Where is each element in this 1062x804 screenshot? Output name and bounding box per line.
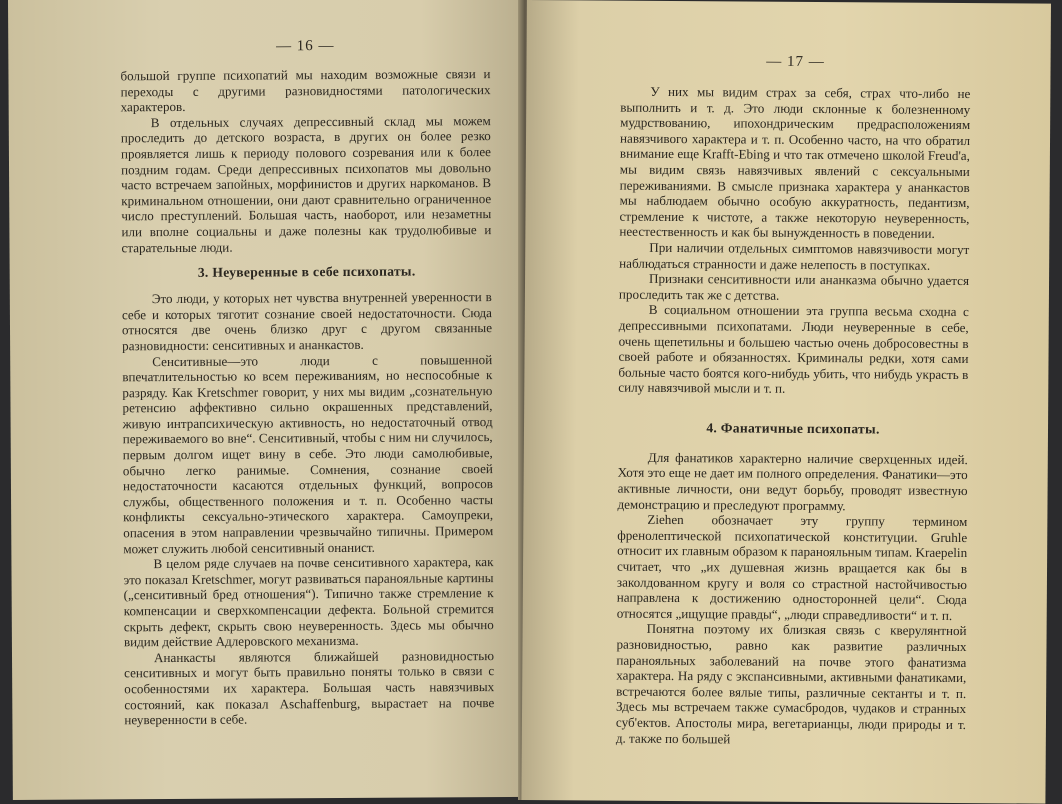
section-heading: 4. Фанатичные психопаты. [706,420,880,437]
paragraph: У них мы видим страх за себя, страх что-либо не выполнить и т. д. Это люди склонные к болезненному мудрствованию, ипохондрическим предрасположениям навязчивого характера и т. п. Особенно часто, на что обратил внимание еще Krafft-Ebing и что так отмечено школой Freud'a, мы видим связь навязчивых явлений с сексуальными переживаниями. В смысле признака характера у ананкастов мы наблюдаем обычно особую аккуратность, педантизм, стремление к чистоте, а также некоторую неуверенность, неестественность и как бы вынужденность в поведении. [619,83,971,242]
paragraph: В отдельных случаях депрессивный склад мы можем проследить до детского возраста, в других он более резко проявляется лишь к периоду полового созревания или к более поздним годам. Среди депрессивных психопатов мы довольно часто встречаем запойных, морфинистов и других наркоманов. В криминальном отношении, они дают сравнительно ограниченное число преступлений. Большая часть, наоборот, или незаметны или вполне социальны и даже полезны как трудолюбивые и старательные люди. [120,112,492,255]
paragraph: В социальном отношении эта группа весьма сходна с депрессивными психопатами. Люди неуверенные в себе, очень щепетильны и большею частью очень добросовестны в своей работе и обязанностях. Криминалы редки, хотя сами больные часто боятся кого-нибудь убить, что нибудь украсть в силу навязчивой мысли и т. п. [618,302,969,397]
section-heading: 3. Неуверенные в себе психопаты. [197,263,416,280]
paragraph: В целом ряде случаев на почве сенситивного характера, как это показал Kretschmer, могут развиваться паранояльные картины („сенситивный бред отношения“). Типично также стремление к компенсации и сверхкомпенсации дефекта. Больной стремится скрыть дефект, скрыть свою неуверенность. Здесь мы обычно видим действие Адлеровского механизма. [123,554,494,650]
paragraph: Понятна поэтому их близкая связь с кверулянтной разновидностью, равно как развитие различных паранояльных заболеваний на почве этого фанатизма характера. На ряду с экспансивными, активными фанатиками, встречаются более вялые типы, различные сектанты и т. п. Здесь мы встречаем также сумасбродов, чудаков и странных суб'ектов. Апостолы мира, вегетарианцы, люди природы и т. д. также по большей [615,621,967,746]
page-number: — 16 — [275,38,335,55]
paragraph: Это люди, у которых нет чувства внутренней уверенности в себе и которых тяготит сознание своей недостаточности. Сюда относятся две очень близко друг с другом связанные разновидности: сенситивных и ананкастов. [121,289,493,354]
paragraph: Ziehen обозначает эту группу термином френолептической психопатической конституции. Gruhle относит их главным образом к паранояльным типам. Kraepelin считает, что „их душевная жизнь вращается как бы в заколдованном кругу и воля со страстной настойчивостью направлена к достижению односторонней цели“. Сюда относятся „ищущие правды“, „люди справедливости“ и т. п. [616,512,968,623]
paragraph: При наличии отдельных симптомов навязчивости могут наблюдаться странности и даже нелепость в поступках. [619,239,970,273]
right-page [521,0,1051,804]
page-number: — 17 — [766,53,825,71]
paragraph: Ананкасты являются ближайшей разновидностью сенситивных и могут быть правильно поняты только в связи с особенностями их характера. Большая часть навязчивых состояний, как показал Aschaffenburg, вырастает на почве неуверенности в себе. [124,647,495,728]
paragraph: Сенситивные—это люди с повышенной впечатлительностью ко всем переживаниям, но неспособные к разряду. Как Kretschmer говорит, у них мы видим „сознательную ретенсию аффективно сильно окрашенных представлений, живую интрапсихическую активность, но недостаточный отвод переживаемого во вне“. Сенситивный, чтобы с ним ни случилось, первым долгом ищет вину в себе. Это люди самолюбивые, обычно легко ранимые. Сомнения, сознание своей недостаточности касаются отдельных функций, вопросов службы, общественного положения и т. п. Особенно часты конфликты сексуально-этического характера. Самоупреки, опасения в этом направлении чрезвычайно типичны. Примером может служить любой сенситивный онанист. [122,351,494,556]
paragraph: большой группе психопатий мы находим возможные связи и переходы с другими разновидностями патологических характеров. [120,66,491,115]
left-page [8,0,529,800]
paragraph: Признаки сенситивности или ананказма обычно удается проследить так же с детства. [618,270,970,303]
paragraph: Для фанатиков характерно наличие сверхценных идей. Хотя это еще не дает им полного определения. Фанатики—это активные личности, они ведут борьбу, проводят известную демонстрацию и преследуют программу. [617,449,968,513]
